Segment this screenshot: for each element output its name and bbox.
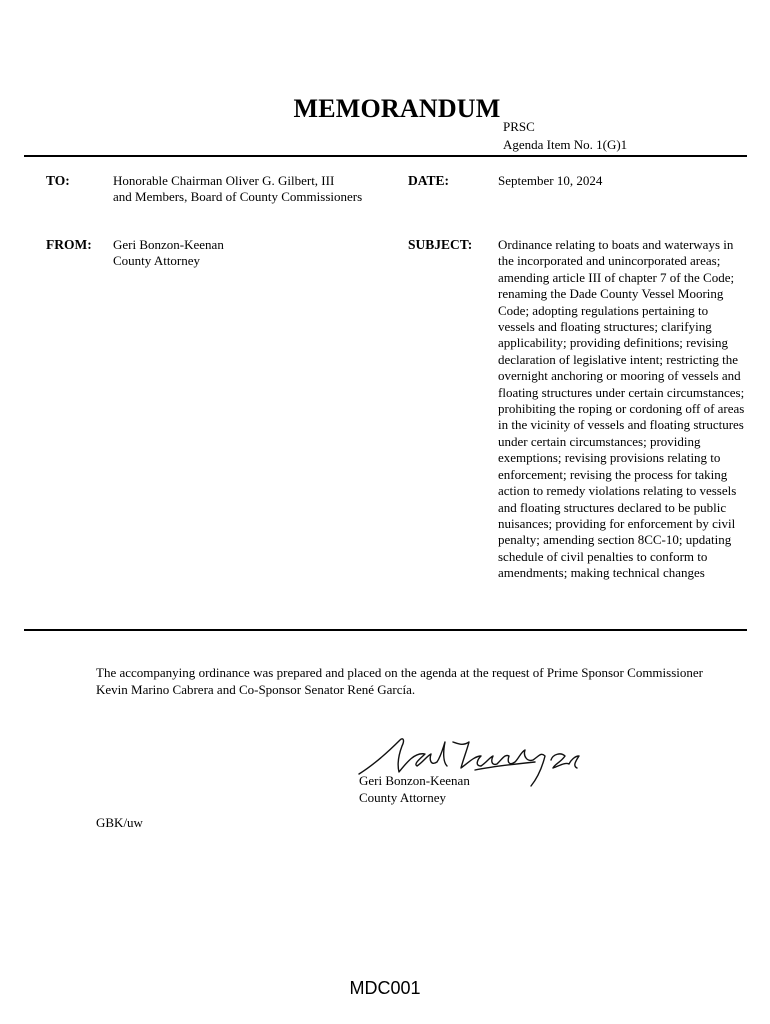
- signatory-title: County Attorney: [359, 790, 447, 805]
- typist-initials: GBK/uw: [96, 815, 143, 830]
- signature-block: [359, 772, 470, 806]
- top-divider: [24, 155, 747, 157]
- from-sender: [113, 237, 224, 270]
- subject-text: Ordinance relating to boats and waterways in the incorporated and unincorporated areas; amending article III of chapter 7 of the Code; renaming the Dade County Vessel Mooring Code; adopting regulations pertaining to vessels and floating structures; clarifying applicability; providing definitions; revising declaration of legislative intent; restricting the overnight anchoring or mooring of vessels and floating structures under certain circumstances; prohibiting the roping or cordoning off of areas in the vicinity of vessels and floating structures under certain circumstances; providing exemptions; revising provisions relating to enforcement; revising the process for taking action to remedy violations relating to vessels and floating structures declared to be public nuisances; providing for enforcement by civil penalty; amending section 8CC-10; updating schedule of civil penalties to conform to amendments; making technical changes: [498, 237, 745, 581]
- document-code: MDC001: [349, 978, 421, 998]
- agenda-item-number: Agenda Item No. 1(G)1: [503, 137, 628, 152]
- body-paragraph: The accompanying ordinance was prepared and placed on the agenda at the request of Prime Sponsor Commissioner Kevin Marino Cabrera and Co-Sponsor Senator René García.: [96, 665, 703, 697]
- to-line: and Members, Board of County Commissioners: [113, 189, 363, 205]
- subject-label: SUBJECT:: [408, 237, 473, 252]
- to-line: Honorable Chairman Oliver G. Gilbert, III: [113, 173, 335, 188]
- to-recipient: [113, 173, 362, 206]
- bottom-divider: [24, 629, 747, 631]
- from-label: FROM:: [46, 237, 92, 252]
- from-line: County Attorney: [113, 253, 201, 269]
- memo-title: MEMORANDUM: [293, 94, 501, 123]
- date-label: DATE:: [408, 173, 450, 188]
- date-value: September 10, 2024: [498, 173, 603, 188]
- to-label: TO:: [46, 173, 70, 188]
- committee-code: PRSC: [503, 119, 535, 134]
- from-line: Geri Bonzon-Keenan: [113, 237, 224, 252]
- signatory-name: Geri Bonzon-Keenan: [359, 773, 470, 788]
- agenda-reference: [503, 118, 627, 154]
